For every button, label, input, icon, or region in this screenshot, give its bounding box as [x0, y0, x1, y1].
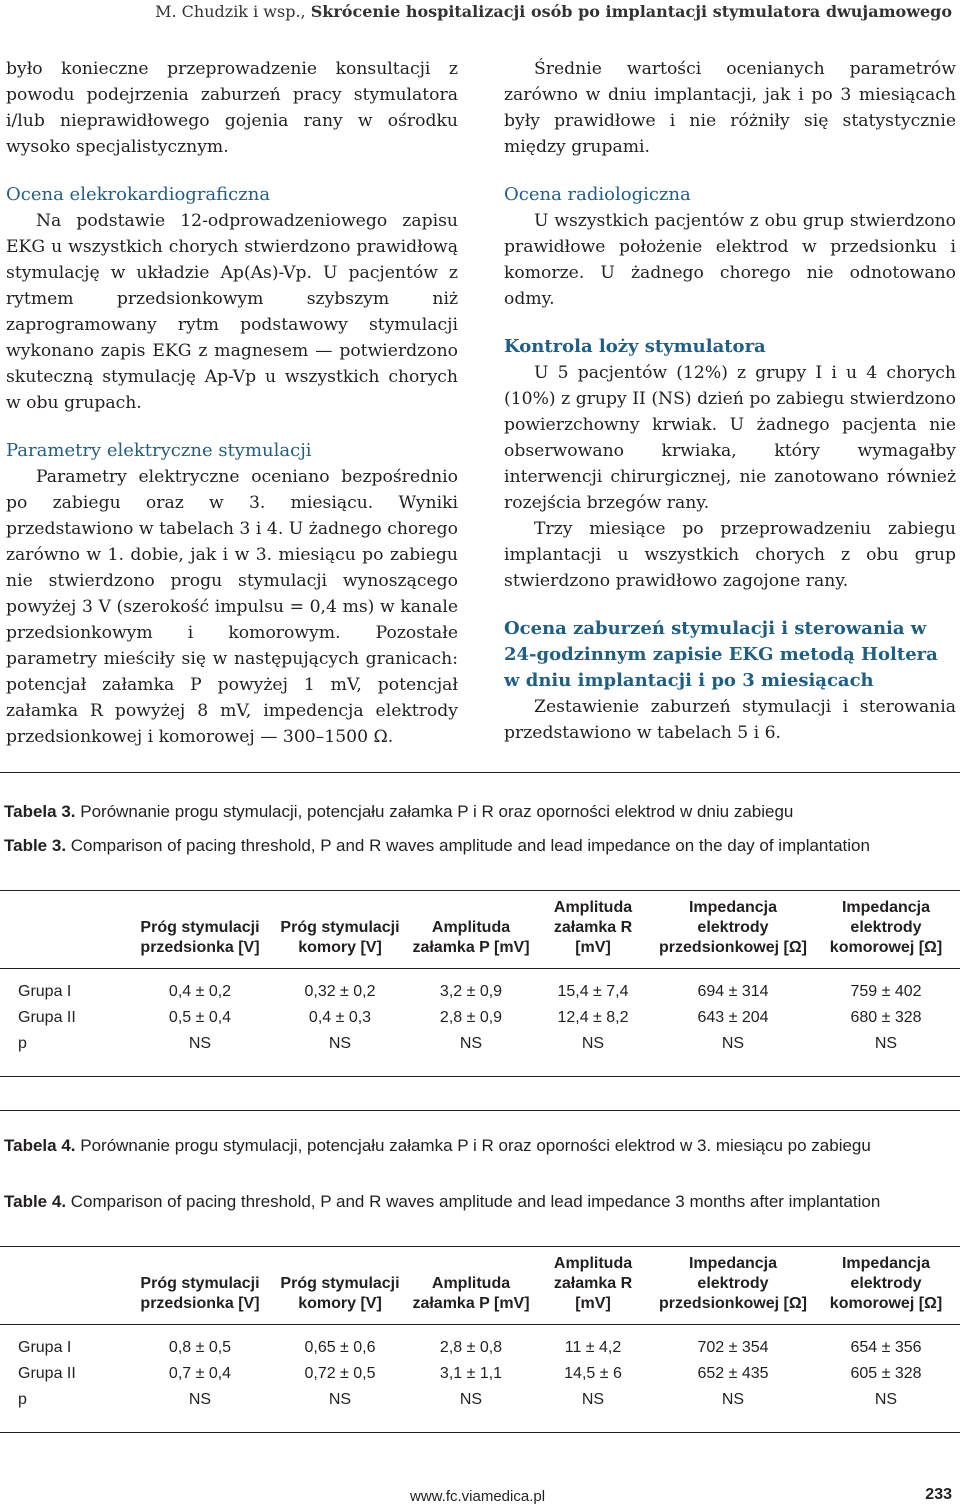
table-cell: 0,5 ± 0,4: [168, 1009, 232, 1026]
table4: [0, 1254, 960, 1413]
table-cell: 0,4 ± 0,2: [168, 983, 232, 1000]
table4-header-cell: Próg stymulacji komory [V]: [270, 1254, 410, 1325]
table-cell: 759 ± 402: [850, 983, 922, 1000]
right-column: [504, 56, 956, 746]
table-cell: NS: [188, 1391, 212, 1408]
table-cell: 0,8 ± 0,5: [168, 1339, 232, 1356]
table3-header-cell: Impedancja elektrody komorowej [Ω]: [812, 898, 960, 969]
table-cell: Grupa II: [18, 1009, 76, 1026]
heading-ekg: Ocena elekrokardiograficzna: [6, 184, 271, 205]
table-cell: 643 ± 204: [697, 1009, 769, 1026]
paragraph-pocket-1: U 5 pacjentów (12%) z grupy I i u 4 chorych (10%) z grupy II (NS) dzień po zabiegu stwierdzono powierzchowny krwiak. U żadnego pacjenta nie obserwowano krwiaka, który wymagałby interwencji chirurgicznej, nie zanotowano również rozejścia brzegów rany.: [504, 363, 956, 513]
table-cell: NS: [459, 1391, 483, 1408]
table-cell: NS: [581, 1391, 605, 1408]
left-column: [6, 56, 458, 750]
table3: [0, 898, 960, 1057]
table3-header-cell: Impedancja elektrody przedsionkowej [Ω]: [654, 898, 812, 969]
table-cell: 0,72 ± 0,5: [304, 1365, 376, 1382]
table3-top-rule: [0, 772, 960, 773]
table-cell: 3,2 ± 0,9: [439, 983, 503, 1000]
table-cell: 3,1 ± 1,1: [439, 1365, 503, 1382]
table-cell: 12,4 ± 8,2: [557, 1009, 629, 1026]
table3-caption-pl: [4, 800, 954, 823]
table-cell: 605 ± 328: [850, 1365, 922, 1382]
table-cell: 0,4 ± 0,3: [308, 1009, 372, 1026]
table-cell: 702 ± 354: [697, 1339, 769, 1356]
table4-header-cell: Amplituda załamka R [mV]: [532, 1254, 654, 1325]
page-number: 233: [925, 1486, 952, 1503]
table-cell: 680 ± 328: [850, 1009, 922, 1026]
table4-top-rule: [0, 1110, 960, 1111]
table-cell: NS: [459, 1035, 483, 1052]
table3-header-cell: Próg stymulacji komory [V]: [270, 898, 410, 969]
running-head: [155, 2, 952, 21]
table3-header-cell: Próg stymulacji przedsionka [V]: [130, 898, 270, 969]
table-cell: 0,65 ± 0,6: [304, 1339, 376, 1356]
table-row: [0, 1325, 960, 1362]
table-row: [0, 969, 960, 1006]
table3-caption-pl-text: Porównanie progu stymulacji, potencjału załamka P i R oraz oporności elektrod w dniu zabiegu: [80, 802, 794, 821]
paragraph-radiology: U wszystkich pacjentów z obu grup stwierdzono prawidłowe położenie elektrod w przedsionku i komorze. U żadnego chorego nie odnotowano odmy.: [504, 211, 956, 309]
table3-caption-en: [4, 834, 954, 857]
table-cell: 11 ± 4,2: [564, 1339, 622, 1356]
table-cell: NS: [721, 1391, 745, 1408]
table-cell: Grupa I: [18, 1339, 72, 1356]
table-row: [0, 1361, 960, 1387]
table4-caption-en-label: Table 4.: [4, 1192, 67, 1211]
running-head-title: Skrócenie hospitalizacji osób po implantacji stymulatora dwujamowego: [310, 2, 952, 21]
table3-bottom-rule: [0, 1076, 960, 1077]
table-row: [0, 1031, 960, 1057]
paragraph-holter: Zestawienie zaburzeń stymulacji i sterowania przedstawiono w tabelach 5 i 6.: [504, 697, 956, 743]
table-cell: 652 ± 435: [697, 1365, 769, 1382]
table4-header-cell: Impedancja elektrody przedsionkowej [Ω]: [654, 1254, 812, 1325]
table4-caption-pl: [4, 1134, 954, 1157]
paragraph-intro: było konieczne przeprowadzenie konsultacji z powodu podejrzenia zaburzeń pracy stymulatora i/lub nieprawidłowego gojenia rany w ośrodku wysoko specjalistycznym.: [6, 59, 458, 157]
table-cell: NS: [874, 1391, 898, 1408]
table-cell: 2,8 ± 0,8: [439, 1339, 503, 1356]
table-cell: 694 ± 314: [697, 983, 769, 1000]
paragraph-ekg: Na podstawie 12-odprowadzeniowego zapisu EKG u wszystkich chorych stwierdzono prawidłową stymulację w układzie Ap(As)-Vp. U pacjentów z rytmem przedsionkowym szybszym niż zaprogramowany rytm podstawowy stymulacji wykonano zapis EKG z magnesem — potwierdzono skuteczną stymulację Ap-Vp u wszystkich chorych w obu grupach.: [6, 211, 458, 413]
table-cell: NS: [188, 1035, 212, 1052]
table4-bottom-rule: [0, 1432, 960, 1433]
heading-electrical-parameters: Parametry elektryczne stymulacji: [6, 440, 312, 461]
table4-header-row: [0, 1254, 960, 1325]
table-cell: 15,4 ± 7,4: [557, 983, 629, 1000]
table4-caption-en: [4, 1190, 954, 1213]
table-cell: 14,5 ± 6: [564, 1365, 622, 1382]
table-cell: Grupa II: [18, 1365, 76, 1382]
table3-header-cell: [0, 898, 130, 969]
table4-header-cell: Amplituda załamka P [mV]: [410, 1254, 532, 1325]
table-cell: 2,8 ± 0,9: [439, 1009, 503, 1026]
table-cell: NS: [721, 1035, 745, 1052]
table3-header-row: [0, 898, 960, 969]
running-head-authors: M. Chudzik i wsp.,: [155, 2, 306, 21]
table4-header-rule: [0, 1246, 960, 1247]
heading-pocket-control: Kontrola loży stymulatora: [504, 336, 766, 357]
table-cell: NS: [581, 1035, 605, 1052]
table-cell: 0,7 ± 0,4: [168, 1365, 232, 1382]
table-cell: p: [18, 1035, 27, 1052]
paragraph-pocket-2: Trzy miesiące po przeprowadzeniu zabiegu implantacji u wszystkich chorych z obu grup stwierdzono prawidłowo zagojone rany.: [504, 519, 956, 591]
table3-header-rule: [0, 890, 960, 891]
heading-holter: Ocena zaburzeń stymulacji i sterowania w 24-godzinnym zapisie EKG metodą Holtera w dniu implantacji i po 3 miesiącach: [504, 618, 938, 691]
table4-header-cell: Impedancja elektrody komorowej [Ω]: [812, 1254, 960, 1325]
table-cell: NS: [328, 1391, 352, 1408]
table-cell: p: [18, 1391, 27, 1408]
table4-header-cell: Próg stymulacji przedsionka [V]: [130, 1254, 270, 1325]
table-cell: 654 ± 356: [850, 1339, 922, 1356]
table-row: [0, 1387, 960, 1413]
table-cell: 0,32 ± 0,2: [304, 983, 376, 1000]
heading-radiology: Ocena radiologiczna: [504, 184, 691, 205]
table4-caption-en-text: Comparison of pacing threshold, P and R waves amplitude and lead impedance 3 months after implantation: [70, 1192, 881, 1211]
table4-caption-pl-text: Porównanie progu stymulacji, potencjału załamka P i R oraz oporności elektrod w 3. miesiącu po zabiegu: [80, 1136, 871, 1155]
table-cell: Grupa I: [18, 983, 72, 1000]
table-row: [0, 1005, 960, 1031]
paragraph-electrical-parameters: Parametry elektryczne oceniano bezpośrednio po zabiegu oraz w 3. miesiącu. Wyniki przedstawiono w tabelach 3 i 4. U żadnego chorego zarówno w 1. dobie, jak i w 3. miesiącu po zabiegu nie stwierdzono progu stymulacji wynoszącego powyżej 3 V (szerokość impulsu = 0,4 ms) w kanale przedsionkowym i komorowym. Pozostałe parametry mieściły się w następujących granicach: potencjał załamka P powyżej 1 mV, potencjał załamka R powyżej 8 mV, impedencja elektrody przedsionkowej i komorowej — 300–1500 Ω.: [6, 467, 458, 747]
table3-header-cell: Amplituda załamka P [mV]: [410, 898, 532, 969]
table3-caption-en-text: Comparison of pacing threshold, P and R waves amplitude and lead impedance on the day of implantation: [70, 836, 870, 855]
table3-caption-en-label: Table 3.: [4, 836, 67, 855]
table4-header-cell: [0, 1254, 130, 1325]
table3-caption-pl-label: Tabela 3.: [4, 802, 76, 821]
table-cell: NS: [874, 1035, 898, 1052]
footer-url[interactable]: www.fc.viamedica.pl: [410, 1488, 546, 1505]
paragraph-averages: Średnie wartości ocenianych parametrów zarówno w dniu implantacji, jak i po 3 miesiącach były prawidłowe i nie różniły się statystycznie między grupami.: [504, 59, 956, 157]
table3-header-cell: Amplituda załamka R [mV]: [532, 898, 654, 969]
table-cell: NS: [328, 1035, 352, 1052]
table4-caption-pl-label: Tabela 4.: [4, 1136, 76, 1155]
